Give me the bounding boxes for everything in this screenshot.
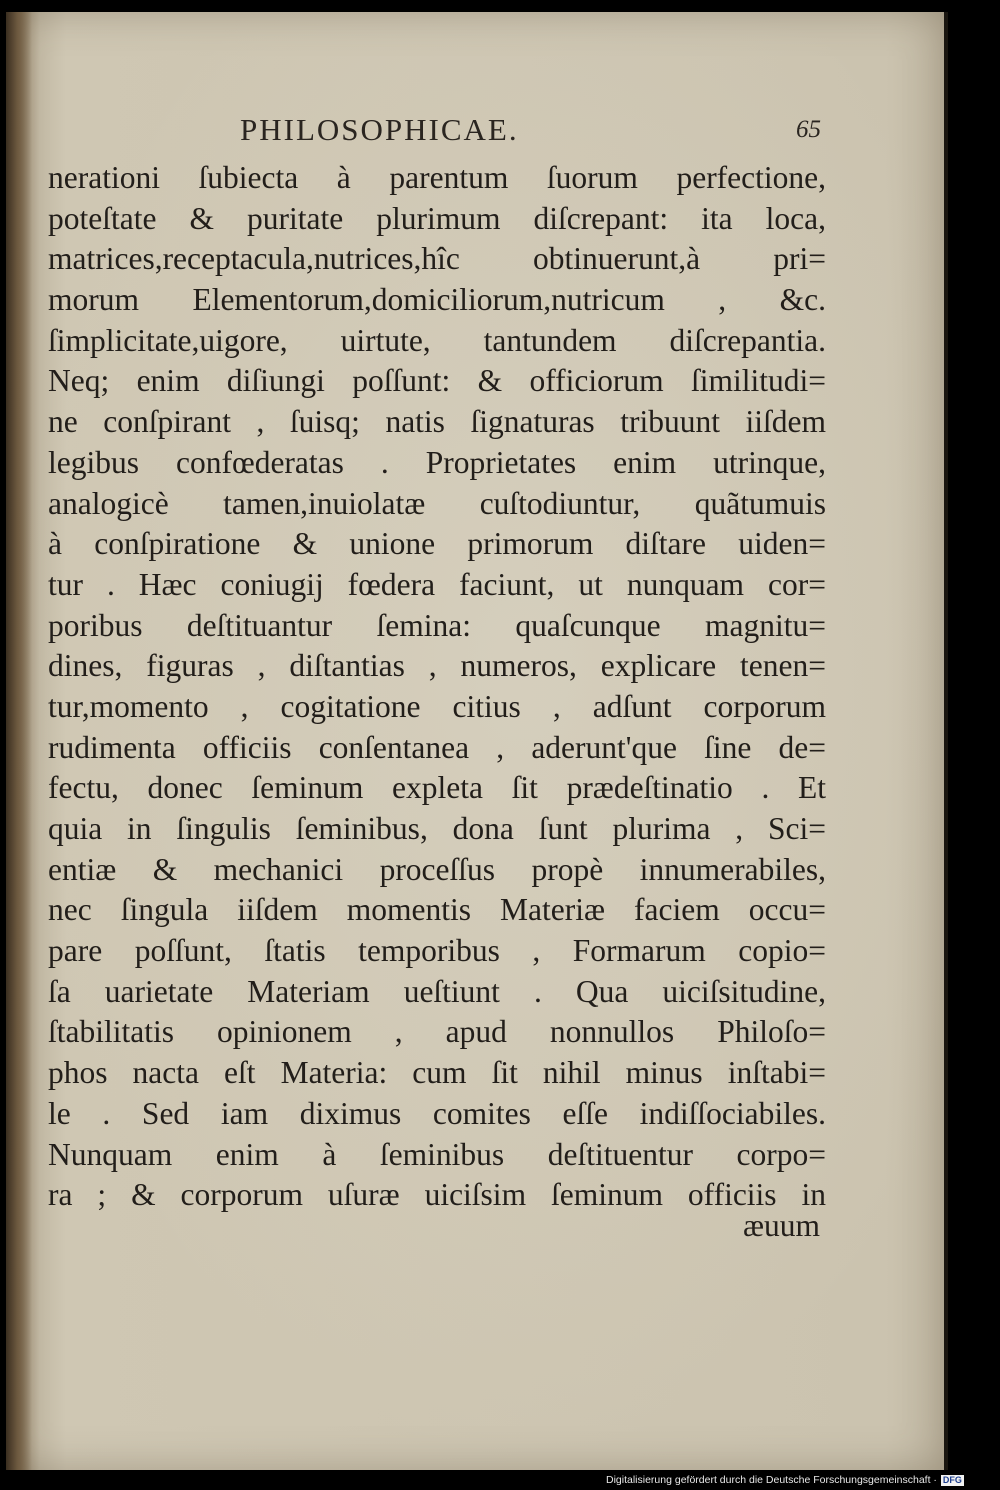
text-line: Nunquam enim à ſeminibus deſtituentur corpo= [48,1136,826,1172]
text-line: nerationi ſubiecta à parentum ſuorum perfectione, [48,160,826,195]
dfg-logo: DFG [942,1474,962,1485]
credit-text: Digitalisierung gefördert durch die Deutsche Forschungsgemeinschaft · [606,1474,937,1486]
body-text [48,158,826,1216]
text-line: à conſpiratione & unione primorum diſtare uiden= [48,526,826,562]
text-line: ne conſpirant , ſuisq; natis ſignaturas tribuunt iiſdem [48,404,826,440]
text-line: morum Elementorum,domiciliorum,nutricum , &c. [48,282,826,318]
text-line: rudimenta officiis conſentanea , aderunt'que ſine de= [48,729,826,765]
text-line: fectu, donec ſeminum expleta ſit prædeſtinatio . Et [48,770,826,806]
page-binding-shadow [6,12,32,1470]
running-head: PHILOSOPHICAE. [240,112,519,147]
text-line: matrices,receptacula,nutrices,hîc obtinuerunt,à pri= [48,241,826,277]
text-line: ſimplicitate,uigore, uirtute, tantundem diſcrepantia. [48,322,826,358]
text-line: poteſtate & puritate plurimum diſcrepant: ita loca, [48,200,826,236]
text-line: tur . Hæc coniugij fœdera faciunt, ut nunquam cor= [48,566,826,602]
text-line: poribus deſtituantur ſemina: quaſcunque magnitu= [48,607,826,643]
text-line: nec ſingula iiſdem momentis Materiæ faciem occu= [48,892,826,928]
text-line: quia in ſingulis ſeminibus, dona ſunt plurima , Sci= [48,811,826,846]
text-line: pare poſſunt, ſtatis temporibus , Formarum copio= [48,933,826,969]
digitization-credit [606,1474,964,1486]
text-line: ra ; & corporum uſuræ uiciſsim ſeminum officiis in [48,1177,826,1213]
text-line: Neq; enim diſiungi poſſunt: & officiorum ſimilitudi= [48,363,826,399]
text-line: tur,momento , cogitatione citius , adſunt corporum [48,688,826,724]
text-line: dines, figuras , diſtantias , numeros, explicare tenen= [48,648,826,684]
text-line: phos nacta eſt Materia: cum ſit nihil minus inſtabi= [48,1055,826,1091]
catchword: æuum [742,1208,820,1243]
text-line: ſa uarietate Materiam ueſtiunt . Qua uiciſsitudine, [48,973,826,1009]
page-edge [944,12,948,1470]
text-line: entiæ & mechanici proceſſus propè innumerabiles, [48,851,826,887]
text-line: analogicè tamen,inuiolatæ cuſtodiuntur, quãtumuis [48,485,826,521]
text-line: le . Sed iam diximus comites eſſe indiſſociabiles. [48,1095,826,1131]
text-line: legibus confœderatas . Proprietates enim utrinque, [48,444,826,480]
page-number: 65 [796,116,821,143]
text-line: ſtabilitatis opinionem , apud nonnullos Philoſo= [48,1014,826,1050]
